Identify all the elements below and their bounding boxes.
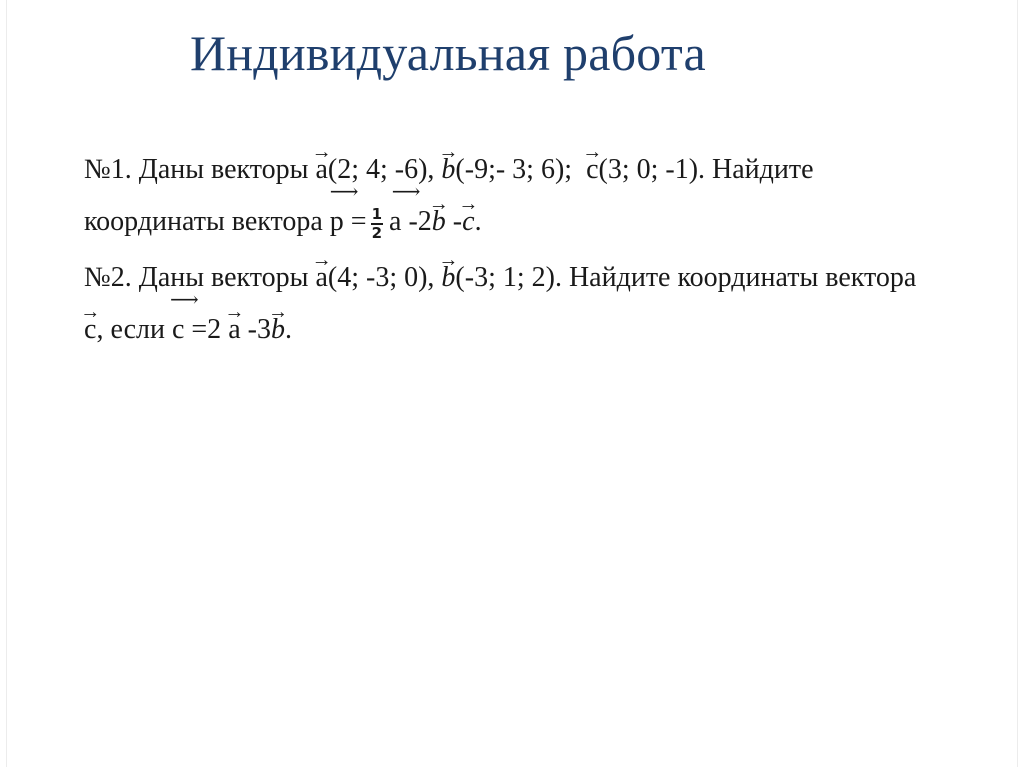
vector-arrow-icon: → xyxy=(311,141,332,163)
vector-c: → c xyxy=(458,193,479,237)
minus-sign: - xyxy=(452,206,463,237)
coefficient: -3 xyxy=(247,314,271,345)
vector-a-coords: (4; -3; 0), xyxy=(327,262,435,293)
vector-arrow-icon: → xyxy=(458,193,479,215)
vector-arrow-icon: → xyxy=(80,301,101,323)
vector-arrow-icon: → xyxy=(224,301,245,323)
vector-c: → c xyxy=(80,301,101,345)
problem-2-line-1 xyxy=(84,249,1004,304)
vector-arrow-icon: → xyxy=(311,249,332,271)
equals-coefficient: =2 xyxy=(191,314,222,345)
vector-p-expression xyxy=(329,181,419,248)
problem-list xyxy=(80,141,1004,360)
vector-c-coords: (3; 0; -1). Найдите xyxy=(598,154,814,185)
problem-text: Даны векторы xyxy=(138,262,309,293)
vector-arrow-icon: → xyxy=(428,193,449,215)
vector-b: → b xyxy=(438,141,459,185)
vector-arrow-icon: → xyxy=(438,141,459,163)
fraction-one-half: $\frac{1}{2}$ xyxy=(371,204,383,242)
problem-text: координаты вектора xyxy=(84,206,323,237)
vector-arrow-icon: ⟶ xyxy=(169,289,197,311)
vector-p: p xyxy=(329,206,344,237)
vector-b-coords: (-3; 1; 2). Найдите координаты вектора xyxy=(455,262,917,293)
problem-1-line-1 xyxy=(84,141,1004,196)
vector-arrow-icon: → xyxy=(267,301,288,323)
vector-arrow-icon: → xyxy=(582,141,603,163)
vector-arrow-icon: ⟶ xyxy=(329,181,357,203)
problem-text: Даны векторы xyxy=(138,154,309,185)
vector-a: a xyxy=(389,206,402,237)
comma: , xyxy=(96,314,104,345)
vector-a: → a xyxy=(311,141,332,185)
coefficient: -2 xyxy=(408,206,432,237)
problem-number: №2. xyxy=(84,262,132,293)
vector-b: → b xyxy=(438,249,459,293)
vector-a-coords: (2; 4; -6), xyxy=(327,154,435,185)
slide-title: Индивидуальная работа xyxy=(190,25,706,81)
problem-2-line-2 xyxy=(80,289,1004,360)
vector-a: → a xyxy=(224,301,245,345)
period: . xyxy=(474,206,482,237)
problem-1-line-2 xyxy=(84,181,1004,252)
condition-word: если xyxy=(110,314,165,345)
vector-arrow-icon: → xyxy=(438,249,459,271)
equals-sign: = xyxy=(350,206,367,237)
vector-a: → a xyxy=(311,249,332,293)
vector-b: → b xyxy=(428,193,449,237)
vector-b: → b xyxy=(267,301,288,345)
vector-b-coords: (-9;- 3; 6); xyxy=(455,154,573,185)
vector-c-lhs: ⟶ c xyxy=(169,289,197,345)
problem-number: №1. xyxy=(84,154,132,185)
vector-c: → c xyxy=(582,141,603,185)
slide-edge-left xyxy=(6,0,7,767)
slide-edge-right xyxy=(1017,0,1018,767)
period: . xyxy=(284,314,292,345)
vector-arrow-icon: ⟶ xyxy=(391,181,419,203)
